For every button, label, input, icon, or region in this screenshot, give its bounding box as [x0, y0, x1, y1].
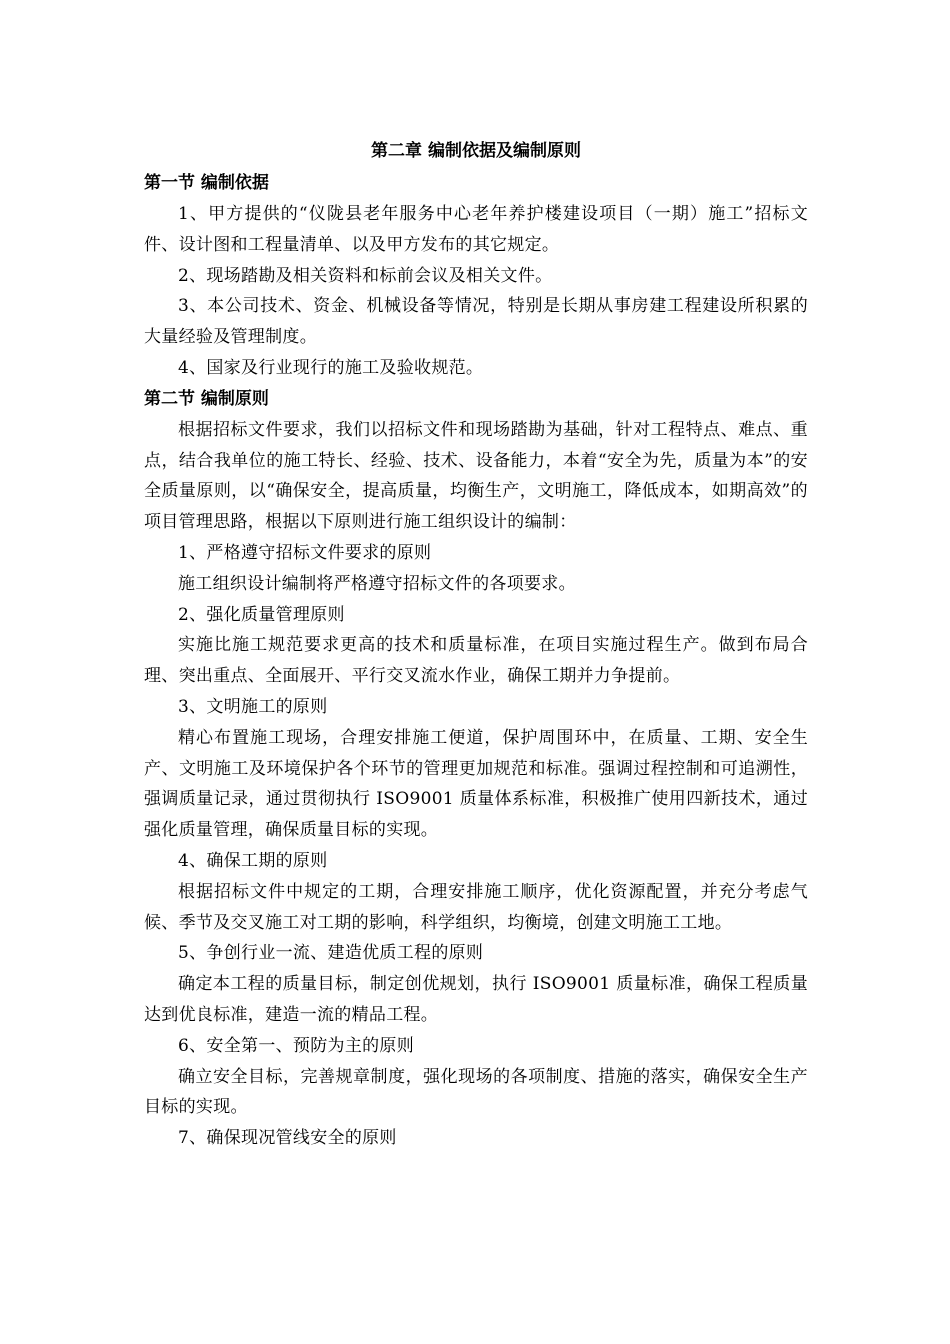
principle-heading: 1、严格遵守招标文件要求的原则	[178, 542, 432, 563]
principle-heading: 7、确保现况管线安全的原则	[178, 1128, 397, 1149]
paragraph: 2、现场踏勘及相关资料和标前会议及相关文件。	[178, 265, 553, 286]
principle-heading: 6、安全第一、预防为主的原则	[178, 1035, 415, 1056]
paragraph: 精心布置施工现场，合理安排施工便道，保护周围环中，在质量、工期、安全生产、文明施工及环境保护各个环节的管理更加规范和标准。强调过程控制和可追溯性，强调质量记录，通过贯彻执行 ISO9001 质量体系标准，积极推广使用四新技术，通过强化质量管理，确保质量目标的实现。	[144, 727, 808, 841]
paragraph: 施工组织设计编制将严格遵守招标文件的各项要求。	[178, 573, 576, 594]
section-title: 第一节 编制依据	[144, 173, 269, 193]
principle-heading: 4、确保工期的原则	[178, 850, 328, 871]
paragraph: 根据招标文件要求，我们以招标文件和现场踏勘为基础，针对工程特点、难点、重点，结合我单位的施工特长、经验、技术、设备能力，本着“安全为先，质量为本”的安全质量原则，以“确保安全，提高质量，均衡生产，文明施工，降低成本，如期高效”的项目管理思路，根据以下原则进行施工组织设计的编制：	[144, 419, 808, 533]
chapter-title: 第二章 编制依据及编制原则	[371, 141, 581, 161]
paragraph: 3、本公司技术、资金、机械设备等情况，特别是长期从事房建工程建设所积累的大量经验及管理制度。	[144, 296, 808, 348]
principle-heading: 5、争创行业一流、建造优质工程的原则	[178, 943, 484, 964]
paragraph: 根据招标文件中规定的工期，合理安排施工顺序，优化资源配置，并充分考虑气候、季节及交叉施工对工期的影响，科学组织，均衡境，创建文明施工工地。	[144, 881, 808, 933]
section-title: 第二节 编制原则	[144, 388, 269, 409]
paragraph: 1、甲方提供的“仪陇县老年服务中心老年养护楼建设项目（一期）施工”招标文件、设计图和工程量清单、以及甲方发布的其它规定。	[144, 204, 808, 255]
principle-heading: 3、文明施工的原则	[178, 696, 328, 717]
principle-heading: 2、强化质量管理原则	[178, 604, 345, 625]
paragraph: 确立安全目标，完善规章制度，强化现场的各项制度、措施的落实，确保安全生产目标的实现。	[144, 1066, 808, 1118]
paragraph: 确定本工程的质量目标，制定创优规划，执行 ISO9001 质量标准，确保工程质量达到优良标准，建造一流的精品工程。	[144, 974, 808, 1025]
paragraph: 实施比施工规范要求更高的技术和质量标准，在项目实施过程生产。做到布局合理、突出重点、全面展开、平行交叉流水作业，确保工期并力争提前。	[144, 635, 808, 687]
paragraph: 4、国家及行业现行的施工及验收规范。	[178, 357, 484, 378]
document-body	[144, 136, 808, 1154]
